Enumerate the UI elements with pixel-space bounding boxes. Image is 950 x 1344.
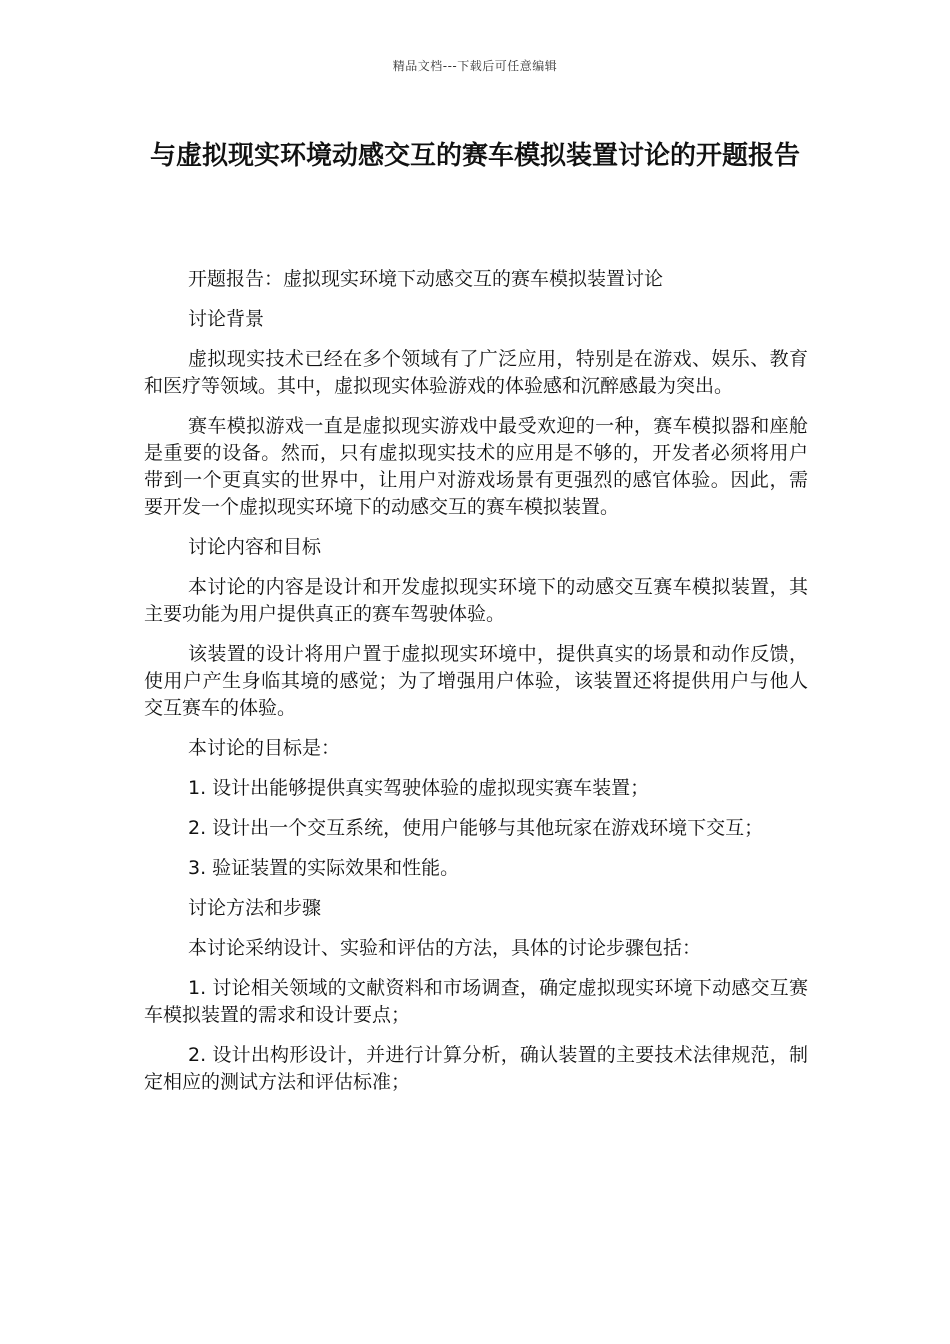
- section-heading-content-goals: 讨论内容和目标: [188, 536, 322, 558]
- step-item-2: 2. 设计出构形设计，并进行计算分析，确认装置的主要技术法律规范，制定相应的测试方法和评估标准；: [144, 1044, 808, 1093]
- goal-item-2: 2. 设计出一个交互系统，使用户能够与其他玩家在游戏环境下交互；: [188, 817, 764, 839]
- paragraph-content-2: 该装置的设计将用户置于虚拟现实环境中，提供真实的场景和动作反馈，使用户产生身临其境的感觉；为了增强用户体验，该装置还将提供用户与他人交互赛车的体验。: [144, 643, 808, 719]
- goal-item-1: 1. 设计出能够提供真实驾驶体验的虚拟现实赛车装置；: [188, 777, 650, 799]
- step-item-1: 1. 讨论相关领域的文献资料和市场调查，确定虚拟现实环境下动感交互赛车模拟装置的需求和设计要点；: [144, 977, 808, 1026]
- paragraph-intro: 开题报告：虚拟现实环境下动感交互的赛车模拟装置讨论: [188, 268, 664, 290]
- section-heading-background: 讨论背景: [188, 308, 265, 330]
- paragraph-goals-intro: 本讨论的目标是：: [188, 737, 341, 759]
- paragraph-content-1: 本讨论的内容是设计和开发虚拟现实环境下的动感交互赛车模拟装置，其主要功能为用户提供真正的赛车驾驶体验。: [144, 576, 808, 625]
- document-title: 与虚拟现实环境动感交互的赛车模拟装置讨论的开题报告: [149, 141, 800, 171]
- header-note: 精品文档---下载后可任意编辑: [392, 59, 558, 73]
- section-heading-methods: 讨论方法和步骤: [188, 897, 322, 919]
- paragraph-background-2: 赛车模拟游戏一直是虚拟现实游戏中最受欢迎的一种，赛车模拟器和座舱是重要的设备。然而，只有虚拟现实技术的应用是不够的，开发者必须将用户带到一个更真实的世界中，让用户对游戏场景有更强烈的感官体验。因此，需要开发一个虚拟现实环境下的动感交互的赛车模拟装置。: [144, 415, 808, 518]
- goal-item-3: 3. 验证装置的实际效果和性能。: [188, 857, 460, 879]
- paragraph-methods-intro: 本讨论采纳设计、实验和评估的方法，具体的讨论步骤包括：: [188, 937, 702, 959]
- document-body: [144, 266, 808, 1109]
- paragraph-background-1: 虚拟现实技术已经在多个领域有了广泛应用，特别是在游戏、娱乐、教育和医疗等领域。其中，虚拟现实体验游戏的体验感和沉醉感最为突出。: [144, 348, 808, 397]
